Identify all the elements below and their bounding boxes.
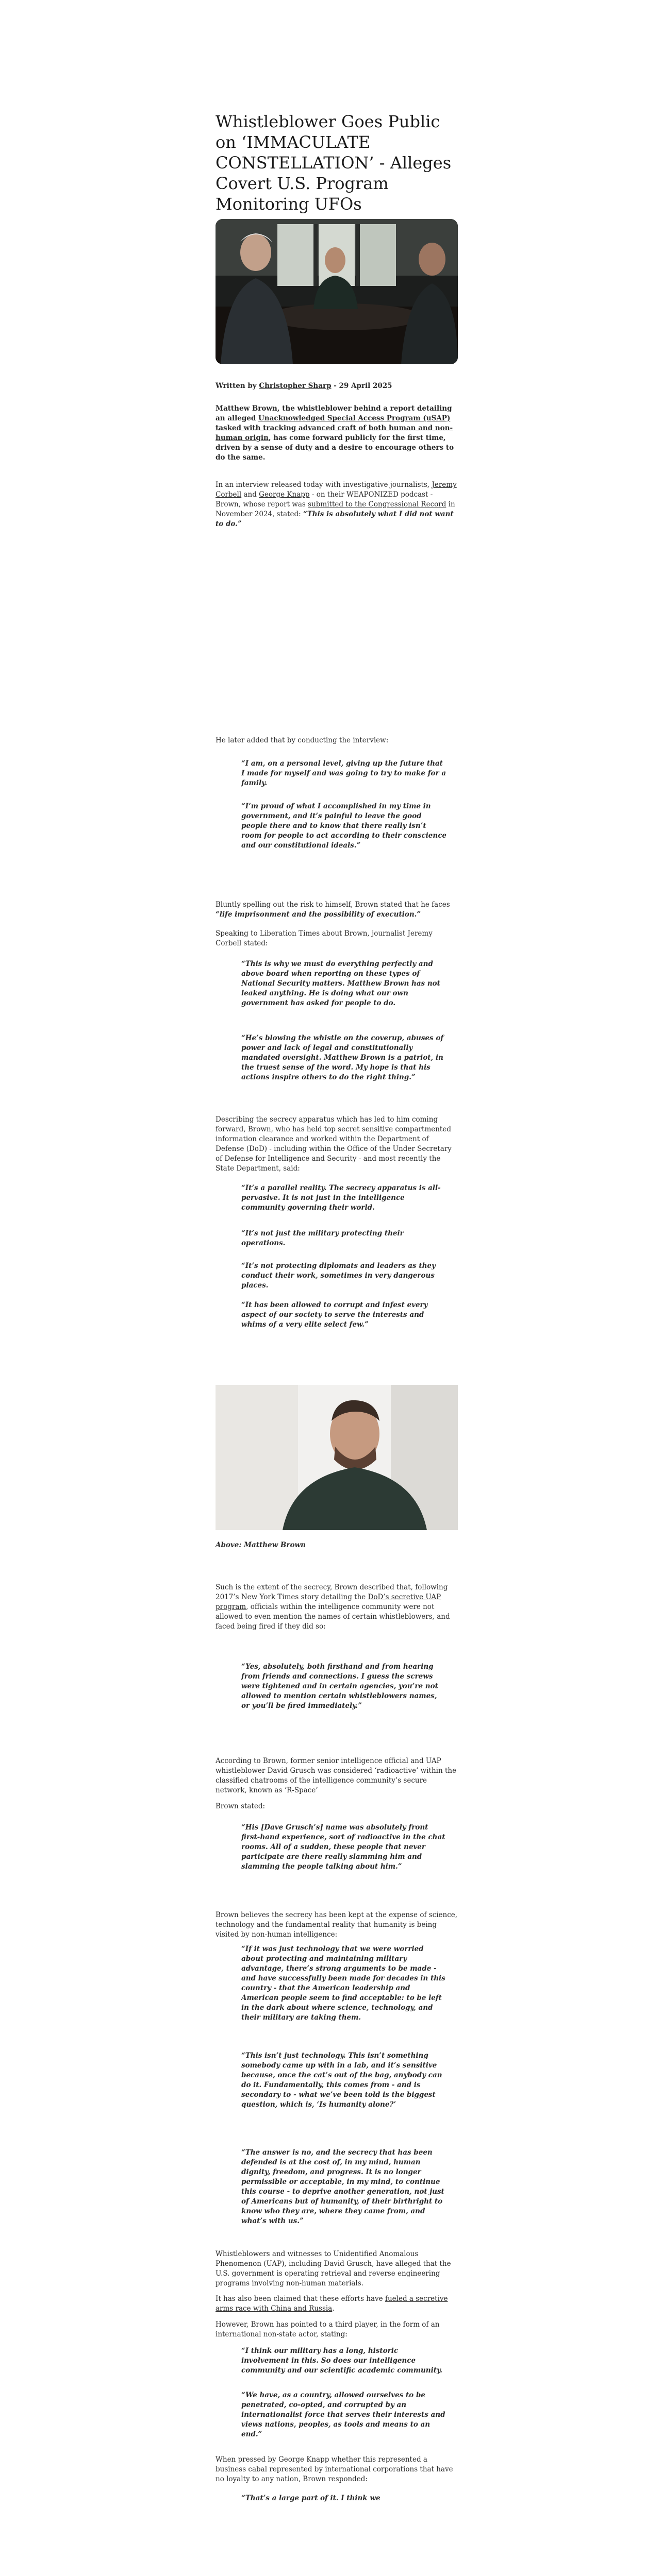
intro-paragraph: In an interview released today with investigative journalists, Jeremy Corbell and George Knapp - on their WEAPONIZED podcast - Brown, whose report was submitted to the Congressional Record in November 2024, stated: “This is absolutely what I did not want to do.” [216,481,457,528]
jeremy-corbell-link[interactable]: Jeremy Corbell [216,481,457,499]
article-title: Whistleblower Goes Public on ‘IMMACULATE CONSTELLATION’ - Alleges Covert U.S. Program Monitoring UFOs [216,112,452,214]
pull-quote: “This isn’t just technology. This isn’t something somebody came up with in a lab, and it’s sensitive because, once the cat’s out of the bag, anybody can do it. Fundamentally, this comes from - and is secondary to - what we’ve been told is the biggest question, which is, ‘Is humanity alone?’ [241,2052,442,2109]
image-caption: Above: Matthew Brown [216,1541,306,1549]
paragraph: Speaking to Liberation Times about Brown, journalist Jeremy Corbell stated: [216,929,433,947]
matthew-brown-photo [216,1385,458,1530]
pull-quote: “That’s a large part of it. I think we [241,2494,380,2502]
pull-quote: “Yes, absolutely, both firsthand and from hearing from friends and connections. I guess the screws were tightened and in certain agencies, you’re not allowed to mention certain whistleblowers names, or you’ll be fired immediately.” [241,1663,438,1710]
congressional-record-link[interactable]: submitted to the Congressional Record [308,500,446,509]
pull-quote: “I am, on a personal level, giving up the future that I made for myself and was going to try to make for a family. [241,759,446,787]
pull-quote: “The answer is no, and the secrecy that has been defended is at the cost of, in my mind, human dignity, freedom, and progress. It is no longer permissible or acceptable, in my mind, to continue this course - to deprive another generation, not just of Americans but of humanity, of their birthright to know who they are, where they came from, and what’s with us.” [241,2148,444,2225]
pull-quote: “It has been allowed to corrupt and infest every aspect of our society to serve the interests and whims of a very elite select few.” [241,1301,428,1329]
pull-quote: “He’s blowing the whistle on the coverup, abuses of power and lack of legal and constitutionally mandated oversight. Matthew Brown is a patriot, in the truest sense of the word. My hope is that his actions inspire others to do the right thing.” [241,1034,444,1081]
paragraph: According to Brown, former senior intelligence official and UAP whistleblower David Grusch was considered ‘radioactive’ within the classified chatrooms of the intelligence community’s secure network, known as ‘R-Space’ [216,1757,457,1794]
paragraph: He later added that by conducting the interview: [216,736,389,744]
paragraph: Brown believes the secrecy has been kept at the expense of science, technology and the fundamental reality that humanity is being visited by non-human intelligence: [216,1911,458,1939]
pull-quote: “If it was just technology that we were worried about protecting and maintaining military advantage, there’s strong arguments to be made - and have successfully been made for decades in this country - that the American leadership and American people seem to find acceptable: to be left in the dark about where science, technology, and their military are taking them. [241,1945,445,2022]
pull-quote: “It’s a parallel reality. The secrecy apparatus is all-pervasive. It is not just in the intelligence community governing their world. [241,1184,441,1212]
arms-race-link[interactable]: fueled a secretive arms race with China and Russia [216,2295,448,2313]
paragraph: Whistleblowers and witnesses to Unidentified Anomalous Phenomenon (UAP), including David Grusch, have alleged that the U.S. government is operating retrieval and reverse engineering programs involving non-human materials. [216,2250,451,2287]
hero-image [216,219,458,364]
paragraph: Such is the extent of the secrecy, Brown described that, following 2017’s New York Times story detailing the DoD’s secretive UAP program, officials within the intelligence community were not allowed to even mention the names of certain whistleblowers, and faced being fired if they did so: [216,1583,450,1631]
pull-quote: “I think our military has a long, historic involvement in this. So does our intelligence community and our scientific academic community. [241,2347,442,2375]
pull-quote: “I’m proud of what I accomplished in my time in government, and it’s painful to leave the good people there and to know that there really isn’t room for people to act according to their conscience and our constitutional ideals.” [241,802,447,850]
george-knapp-link[interactable]: George Knapp [259,490,310,499]
paragraph: Brown stated: [216,1802,266,1810]
byline: Written by Christopher Sharp - 29 April 2025 [216,382,392,390]
pull-quote: “It’s not just the military protecting their operations. [241,1229,404,1247]
paragraph: However, Brown has pointed to a third player, in the form of an international non-state actor, stating: [216,2320,440,2338]
pull-quote: “It’s not protecting diplomats and leaders as they conduct their work, sometimes in very dangerous places. [241,1262,436,1290]
pull-quote: “This is why we must do everything perfectly and above board when reporting on these types of National Security matters. Matthew Brown has not leaked anything. He is doing what our own government has asked for people to do. [241,960,440,1007]
paragraph: When pressed by George Knapp whether this represented a business cabal represented by international corporations that have no loyalty to any nation, Brown responded: [216,2455,453,2483]
pull-quote: “His [Dave Grusch’s] name was absolutely front first-hand experience, sort of radioactive in the chat rooms. All of a sudden, these people that never participate are there really slamming him and slamming the people talking about him.” [241,1823,445,1871]
lead-paragraph: Matthew Brown, the whistleblower behind a report detailing an alleged Unacknowledged Special Access Program (uSAP) tasked with tracking advanced craft of both human and non-human origin, has come forward publicly for the first time, driven by a sense of duty and a desire to encourage others to do the same. [216,404,454,462]
usap-report-link[interactable]: Unacknowledged Special Access Program (uSAP) tasked with tracking advanced craft of both human and non-human origin [216,414,453,442]
pull-quote: “We have, as a country, allowed ourselves to be penetrated, co-opted, and corrupted by an internationalist force that serves their interests and views nations, peoples, as tools and means to an end.” [241,2391,445,2438]
paragraph: Describing the secrecy apparatus which has led to him coming forward, Brown, who has held top secret sensitive compartmented information clearance and worked within the Department of Defense (DoD) - including within the Office of the Under Secretary of Defense for Intelligence and Security - and most recently the State Department, said: [216,1115,452,1173]
author-link[interactable]: Christopher Sharp [259,382,332,390]
paragraph: It has also been claimed that these efforts have fueled a secretive arms race with China and Russia. [216,2295,448,2313]
dod-uap-program-link[interactable]: DoD’s secretive UAP program [216,1593,441,1611]
paragraph: Bluntly spelling out the risk to himself, Brown stated that he faces “life imprisonment and the possibility of execution.” [216,901,450,919]
